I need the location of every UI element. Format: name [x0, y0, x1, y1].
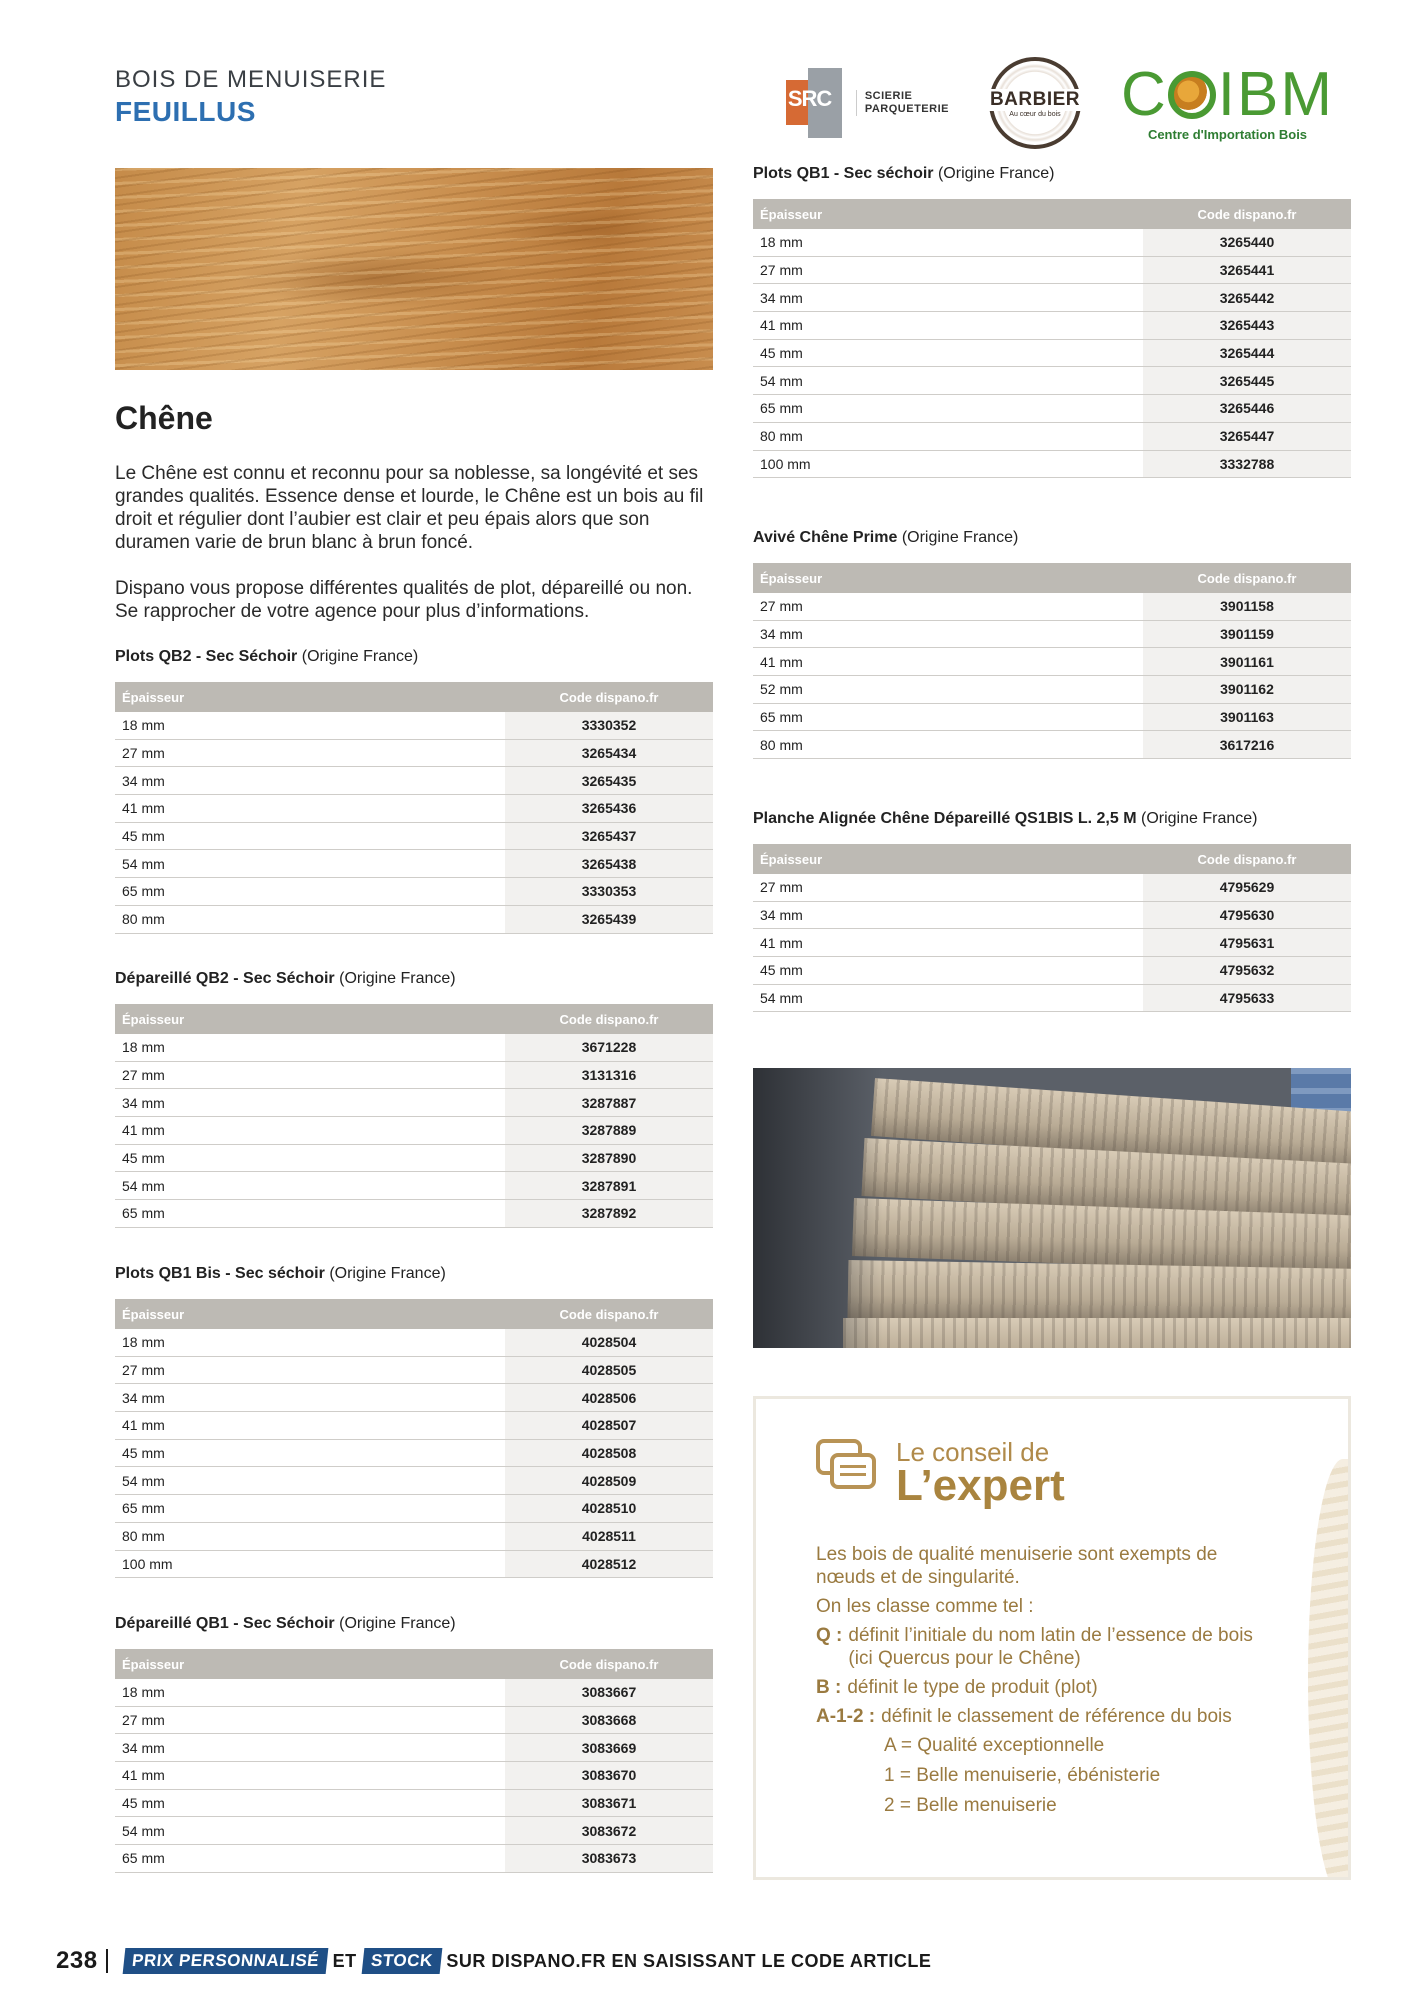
table-row: [753, 367, 1351, 395]
cibm-logo-tag: Centre d'Importation Bois: [1147, 126, 1308, 142]
expert-def-key: A-1-2 :: [816, 1706, 876, 1727]
expert-sub-2: 2 = Belle menuiserie: [884, 1795, 1057, 1816]
code-cell: 3287892: [505, 1200, 713, 1227]
thickness-cell: 34 mm: [760, 907, 803, 924]
code-cell: 3083670: [505, 1762, 713, 1789]
table-row: [753, 902, 1351, 930]
src-logo-letters: SRC: [787, 86, 832, 111]
expert-line-2: On les classe comme tel :: [816, 1596, 1034, 1617]
table-avive-chene-prime: [753, 529, 1351, 759]
thickness-cell: 34 mm: [122, 1739, 165, 1756]
thickness-cell: 41 mm: [760, 653, 803, 670]
header-thickness: Épaisseur: [122, 689, 185, 705]
header-code: Code dispano.fr: [1197, 851, 1297, 867]
table-row: [115, 1062, 713, 1090]
code-cell: 3083669: [505, 1734, 713, 1761]
code-cell: 3287887: [505, 1089, 713, 1116]
thickness-cell: 34 mm: [760, 289, 803, 306]
data-table: [115, 682, 713, 934]
thickness-cell: 18 mm: [760, 234, 803, 251]
table-row: [115, 1384, 713, 1412]
table-row: [115, 1200, 713, 1228]
barbier-logo: [989, 57, 1081, 149]
table-row: [115, 1172, 713, 1200]
code-cell: 3332788: [1143, 451, 1351, 478]
page-footer: [56, 1944, 931, 1978]
footer-divider: [106, 1949, 108, 1973]
table-title-main: Dépareillé QB2 - Sec Séchoir: [115, 970, 335, 987]
thickness-cell: 100 mm: [122, 1555, 173, 1572]
thickness-cell: 45 mm: [760, 962, 803, 979]
table-row: [753, 593, 1351, 621]
thickness-cell: 80 mm: [760, 736, 803, 753]
code-cell: 4795632: [1143, 957, 1351, 984]
thickness-cell: 45 mm: [760, 345, 803, 362]
code-cell: 3265437: [505, 823, 713, 850]
product-title: Chêne: [115, 400, 213, 436]
thickness-cell: 65 mm: [760, 400, 803, 417]
code-cell: 3265441: [1143, 257, 1351, 284]
header-subcategory: FEUILLUS: [115, 96, 256, 127]
code-cell: 3265444: [1143, 340, 1351, 367]
table-title: [753, 165, 1351, 191]
code-cell: 3265442: [1143, 284, 1351, 311]
src-logo-text-1: SCIERIE: [864, 90, 913, 102]
thickness-cell: 45 mm: [122, 1795, 165, 1812]
code-cell: 3330353: [505, 878, 713, 905]
table-row: [753, 929, 1351, 957]
table-plots-qb2: [115, 648, 713, 934]
table-row: [115, 878, 713, 906]
thickness-cell: 80 mm: [760, 428, 803, 445]
thickness-cell: 52 mm: [760, 681, 803, 698]
partner-logos: [786, 58, 1334, 148]
table-row: [115, 1817, 713, 1845]
code-cell: 4795633: [1143, 985, 1351, 1012]
expert-def-q: [816, 1624, 1276, 1670]
thickness-cell: 65 mm: [122, 883, 165, 900]
thickness-cell: 65 mm: [760, 709, 803, 726]
code-cell: 4028508: [505, 1440, 713, 1467]
table-row: [115, 1412, 713, 1440]
thickness-cell: 34 mm: [122, 1389, 165, 1406]
header-thickness: Épaisseur: [760, 851, 823, 867]
src-logo: [786, 68, 949, 138]
code-cell: 3617216: [1143, 731, 1351, 758]
table-title: [115, 1615, 713, 1641]
table-row: [753, 676, 1351, 704]
expert-title-big: L’expert: [896, 1461, 1065, 1510]
code-cell: 4795630: [1143, 902, 1351, 929]
data-table: [753, 844, 1351, 1012]
thickness-cell: 18 mm: [122, 1334, 165, 1351]
code-cell: 3131316: [505, 1062, 713, 1089]
code-cell: 3083667: [505, 1679, 713, 1706]
table-header: [753, 199, 1351, 229]
header-code: Code dispano.fr: [559, 1011, 659, 1027]
table-title-origin: (Origine France): [1140, 810, 1258, 827]
table-row: [115, 1034, 713, 1062]
thickness-cell: 27 mm: [122, 745, 165, 762]
footer-pill-stock: STOCK: [361, 1948, 441, 1974]
code-cell: 3265438: [505, 850, 713, 877]
data-table: [753, 563, 1351, 759]
thickness-cell: 80 mm: [122, 1528, 165, 1545]
data-table: [115, 1299, 713, 1578]
table-title: [753, 810, 1351, 836]
code-cell: 3671228: [505, 1034, 713, 1061]
table-row: [115, 1790, 713, 1818]
table-row: [115, 767, 713, 795]
thickness-cell: 45 mm: [122, 828, 165, 845]
thickness-cell: 45 mm: [122, 1445, 165, 1462]
table-row: [753, 957, 1351, 985]
thickness-cell: 27 mm: [122, 1712, 165, 1729]
table-title-origin: (Origine France): [901, 529, 1019, 546]
table-depareille-qb2: [115, 970, 713, 1228]
thickness-cell: 54 mm: [122, 1822, 165, 1839]
thickness-cell: 100 mm: [760, 455, 811, 472]
table-header: [753, 844, 1351, 874]
code-cell: 3265436: [505, 795, 713, 822]
table-row: [115, 712, 713, 740]
table-row: [115, 1707, 713, 1735]
code-cell: 3265445: [1143, 367, 1351, 394]
header-thickness: Épaisseur: [760, 570, 823, 586]
code-cell: 4795631: [1143, 929, 1351, 956]
code-cell: 4028505: [505, 1357, 713, 1384]
table-header: [115, 1299, 713, 1329]
expert-sub-a: A = Qualité exceptionnelle: [884, 1735, 1105, 1756]
thickness-cell: 27 mm: [760, 262, 803, 279]
table-row: [115, 823, 713, 851]
table-title: [115, 1265, 713, 1291]
header-code: Code dispano.fr: [1197, 206, 1297, 222]
intro-paragraph-2: Dispano vous propose différentes qualités de plot, dépareillé ou non. Se rapprocher de votre agence pour plus d’informations.: [115, 578, 693, 622]
thickness-cell: 54 mm: [760, 372, 803, 389]
table-title-main: Plots QB1 - Sec séchoir: [753, 165, 934, 182]
table-row: [753, 731, 1351, 759]
expert-sub-1: 1 = Belle menuiserie, ébénisterie: [884, 1765, 1161, 1786]
header-thickness: Épaisseur: [122, 1011, 185, 1027]
footer-pill-price: PRIX PERSONNALISÉ: [122, 1948, 328, 1974]
thickness-cell: 41 mm: [122, 800, 165, 817]
table-row: [115, 1467, 713, 1495]
thickness-cell: 80 mm: [122, 911, 165, 928]
footer-text: SUR DISPANO.FR EN SAISISSANT LE CODE ARTICLE: [446, 1950, 932, 1971]
table-row: [115, 1762, 713, 1790]
header-thickness: Épaisseur: [122, 1306, 185, 1322]
expert-line-1: Les bois de qualité menuiserie sont exempts de nœuds et de singularité.: [816, 1544, 1218, 1588]
table-header: [115, 1649, 713, 1679]
table-header: [753, 563, 1351, 593]
code-cell: 3901163: [1143, 704, 1351, 731]
code-cell: 3287890: [505, 1145, 713, 1172]
expert-title-small: Le conseil de: [896, 1437, 1050, 1467]
table-row: [753, 704, 1351, 732]
src-logo-text-2: PARQUETERIE: [864, 103, 949, 115]
table-row: [115, 1145, 713, 1173]
table-plots-qb1-bis: [115, 1265, 713, 1578]
table-row: [115, 1495, 713, 1523]
table-row: [753, 340, 1351, 368]
expert-def-a12: [816, 1705, 1276, 1728]
table-row: [753, 257, 1351, 285]
code-cell: 4028506: [505, 1384, 713, 1411]
code-cell: 3901159: [1143, 621, 1351, 648]
code-cell: 3265443: [1143, 312, 1351, 339]
table-row: [115, 1089, 713, 1117]
intro-paragraph-1: Le Chêne est connu et reconnu pour sa noblesse, sa longévité et ses grandes qualités. Essence dense et lourde, le Chêne est un bois au fil droit et régulier dont l’aubier est clair et peu épais alors que son duramen varie de brun blanc à brun foncé.: [115, 463, 704, 553]
chat-bubbles-icon: [816, 1439, 878, 1495]
table-depareille-qb1: [115, 1615, 713, 1873]
thickness-cell: 41 mm: [122, 1417, 165, 1434]
thickness-cell: 54 mm: [122, 1472, 165, 1489]
thickness-cell: 27 mm: [760, 879, 803, 896]
thickness-cell: 18 mm: [122, 717, 165, 734]
table-planche-alignee: [753, 810, 1351, 1012]
header-code: Code dispano.fr: [559, 689, 659, 705]
table-row: [753, 284, 1351, 312]
table-row: [753, 985, 1351, 1013]
cibm-logo-name: IBM: [1217, 59, 1334, 129]
table-row: [115, 1117, 713, 1145]
expert-advice-box: [753, 1396, 1351, 1880]
code-cell: 3265435: [505, 767, 713, 794]
code-cell: 4028511: [505, 1523, 713, 1550]
code-cell: 3083673: [505, 1845, 713, 1872]
code-cell: 3265440: [1143, 229, 1351, 256]
header-code: Code dispano.fr: [559, 1306, 659, 1322]
table-title-origin: (Origine France): [937, 165, 1055, 182]
table-row: [753, 423, 1351, 451]
table-title: [753, 529, 1351, 555]
table-row: [115, 1357, 713, 1385]
table-row: [115, 1845, 713, 1873]
table-row: [115, 1440, 713, 1468]
table-row: [115, 906, 713, 934]
thickness-cell: 18 mm: [122, 1684, 165, 1701]
table-title-origin: (Origine France): [329, 1265, 446, 1282]
barbier-logo-tag: Au cœur du bois: [1009, 110, 1061, 118]
page-number: 238: [56, 1947, 98, 1974]
thickness-cell: 34 mm: [122, 1094, 165, 1111]
table-row: [115, 1551, 713, 1579]
expert-def-text: définit l’initiale du nom latin de l’essence de bois (ici Quercus pour le Chêne): [848, 1625, 1253, 1669]
code-cell: 3287889: [505, 1117, 713, 1144]
thickness-cell: 27 mm: [122, 1362, 165, 1379]
table-title-origin: (Origine France): [301, 648, 419, 665]
thickness-cell: 54 mm: [122, 1177, 165, 1194]
table-title: [115, 970, 713, 996]
code-cell: 3083668: [505, 1707, 713, 1734]
thickness-cell: 54 mm: [760, 990, 803, 1007]
table-title-origin: (Origine France): [339, 1615, 456, 1632]
data-table: [115, 1004, 713, 1228]
table-row: [115, 740, 713, 768]
oak-wood-texture-image: [115, 168, 713, 370]
data-table: [753, 199, 1351, 478]
table-title-main: Plots QB1 Bis - Sec séchoir: [115, 1265, 325, 1282]
barbier-logo-name: BARBIER: [989, 88, 1081, 110]
expert-def-text: définit le classement de référence du bois: [881, 1706, 1232, 1727]
code-cell: 3901161: [1143, 648, 1351, 675]
code-cell: 4028510: [505, 1495, 713, 1522]
table-row: [753, 312, 1351, 340]
code-cell: 4795629: [1143, 874, 1351, 901]
table-title-origin: (Origine France): [339, 970, 456, 987]
thickness-cell: 34 mm: [760, 626, 803, 643]
table-row: [753, 874, 1351, 902]
thickness-cell: 54 mm: [122, 855, 165, 872]
header-code: Code dispano.fr: [559, 1656, 659, 1672]
table-title-main: Dépareillé QB1 - Sec Séchoir: [115, 1615, 335, 1632]
expert-def-b: [816, 1676, 1276, 1699]
data-table: [115, 1649, 713, 1873]
code-cell: 3265439: [505, 906, 713, 933]
table-plots-qb1: [753, 165, 1351, 478]
globe-icon: [1168, 71, 1216, 119]
table-row: [115, 1679, 713, 1707]
table-title-main: Planche Alignée Chêne Dépareillé QS1BIS L. 2,5 M: [753, 810, 1137, 827]
code-cell: 3265434: [505, 740, 713, 767]
code-cell: 3083672: [505, 1817, 713, 1844]
stacked-oak-planks-photo: [753, 1068, 1351, 1348]
thickness-cell: 65 mm: [122, 1850, 165, 1867]
table-header: [115, 1004, 713, 1034]
footer-and: ET: [332, 1950, 357, 1971]
table-row: [753, 395, 1351, 423]
table-row: [115, 1523, 713, 1551]
header-code: Code dispano.fr: [1197, 570, 1297, 586]
thickness-cell: 27 mm: [760, 598, 803, 615]
cibm-logo-c: C: [1120, 59, 1168, 129]
code-cell: 3265446: [1143, 395, 1351, 422]
thickness-cell: 41 mm: [760, 317, 803, 334]
thickness-cell: 27 mm: [122, 1067, 165, 1084]
table-title: [115, 648, 713, 674]
table-row: [115, 1734, 713, 1762]
thickness-cell: 41 mm: [122, 1122, 165, 1139]
table-row: [753, 621, 1351, 649]
thickness-cell: 45 mm: [122, 1150, 165, 1167]
code-cell: 3330352: [505, 712, 713, 739]
table-row: [753, 648, 1351, 676]
thickness-cell: 18 mm: [122, 1039, 165, 1056]
table-header: [115, 682, 713, 712]
table-title-main: Plots QB2 - Sec Séchoir: [115, 648, 298, 665]
header-thickness: Épaisseur: [760, 206, 823, 222]
code-cell: 4028504: [505, 1329, 713, 1356]
expert-def-text: définit le type de produit (plot): [847, 1677, 1098, 1698]
table-title-main: Avivé Chêne Prime: [753, 529, 898, 546]
thickness-cell: 65 mm: [122, 1500, 165, 1517]
table-row: [115, 850, 713, 878]
code-cell: 3901158: [1143, 593, 1351, 620]
table-row: [753, 451, 1351, 479]
code-cell: 3265447: [1143, 423, 1351, 450]
thickness-cell: 34 mm: [122, 772, 165, 789]
header-thickness: Épaisseur: [122, 1656, 185, 1672]
thickness-cell: 65 mm: [122, 1205, 165, 1222]
product-intro: [115, 462, 715, 646]
code-cell: 4028507: [505, 1412, 713, 1439]
expert-def-key: Q :: [816, 1625, 843, 1646]
src-logo-mark: [786, 68, 846, 138]
table-row: [753, 229, 1351, 257]
thickness-cell: 41 mm: [760, 934, 803, 951]
code-cell: 4028512: [505, 1551, 713, 1578]
thickness-cell: 41 mm: [122, 1767, 165, 1784]
table-row: [115, 795, 713, 823]
expert-def-key: B :: [816, 1677, 842, 1698]
code-cell: 3901162: [1143, 676, 1351, 703]
code-cell: 3287891: [505, 1172, 713, 1199]
code-cell: 3083671: [505, 1790, 713, 1817]
cibm-logo: [1120, 59, 1334, 142]
header-category: BOIS DE MENUISERIE: [115, 66, 387, 93]
code-cell: 4028509: [505, 1467, 713, 1494]
table-row: [115, 1329, 713, 1357]
